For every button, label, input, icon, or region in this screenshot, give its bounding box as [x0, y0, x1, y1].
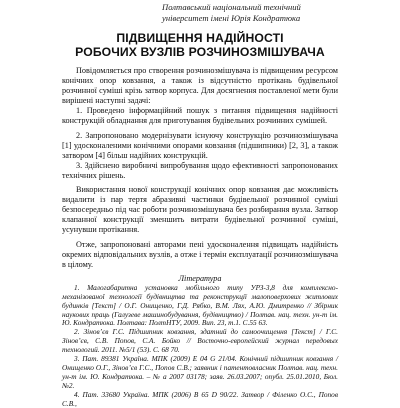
reference-item-3: 3. Пат. 89381 Україна. МПК (2009) E 04 G 21/04. Конічний підшипник ковзання / Онищенко О.Г., Зінов’єв Г.С., Попов С.В.; заявник і патентовласник Полтав. нац. техн. ун-т ім. Ю. Кондратюка. – № а 2007 03178; заяв. 26.03.2007; опубл. 25.01.2010, Бюл. №2.: [62, 354, 338, 390]
reference-item-1: 1. Малогабаритна установка мобільного типу УРЗ-3,8 для комплексно-механізованої технології будівництва та реконструкції малоповерхових житлових будинків [Текст] / О.Г. Онищенко, Г.Д. Рябко, В.М. Лях, А.Ю. Дмитренко // Збірник наукових праць (Галузеве машинобудування, будівництво) / Полтав. нац. техн. ун-т ім. Ю. Кондратюка. Полтава: ПолтНТУ, 2009. Вип. 23, т.1. С.55 63.: [62, 282, 338, 328]
intro-paragraph: Повідомляється про створення розчинозмішувача із підвищеним ресурсом конічних опор ковзання, а також із відсутністю протікань будівельної розчинної суміші крізь затвор корпуса. Для досягнення поставленої мети були вирішені наступні задачі:: [62, 66, 338, 106]
title-line-2: РОБОЧИХ ВУЗЛІВ РОЗЧИНОЗМІШУВАЧА: [75, 44, 325, 59]
article-title: [0, 32, 400, 59]
usage-paragraph: Використання нової конструкції конічних опор ковзання дає можливість видалити із пар тертя абразивні частинки будівельної розчинної суміші безпосередньо під час роботи розчинозмішувача без розбирання вузла. Затвор клапанної конструкції зменшить витрати будівельної розчинної суміші, усунувши протікання.: [62, 185, 338, 235]
task-3-paragraph: 3. Здійснено виробничі випробування щодо ефективності запропонованих технічних рішень.: [62, 160, 338, 180]
affiliation-line-2: університет імені Юрія Кондратюка: [162, 13, 301, 23]
conclusion-paragraph: Отже, запропоновані авторами пені удосконалення підвищать надійність окремих відповідальних вузлів, а отже і термін експлуатації розчинозмішувача в цілому.: [62, 239, 338, 269]
title-line-1: ПІДВИЩЕННЯ НАДІЙНОСТІ: [116, 31, 284, 45]
task-2-paragraph: 2. Запропоновано модернізувати існуючу конструкцію розчинозмішувача [1] удосконаленими конічними опорами ковзання (підшипники) [2, 3], а також затвором [4] більш надійних конструкцій.: [62, 130, 338, 160]
author-affiliation: [162, 2, 342, 24]
reference-item-4: 4. Пат. 33680 Україна. МПК (2006) В 65 D 90/22. Затвор / Філенко О.С., Попов С.В.,: [62, 389, 338, 408]
affiliation-line-1: Полтавський національний технічний: [162, 2, 301, 12]
reference-item-2: 2. Зінов’єв Г.С. Підшипник ковзання, здатний до самоочищення [Текст] / Г.С. Зінов’єв, С.В. Попов, С.А. Бойко // Восточно-европейский журнал передовых технологий. 2011. №5/1 (53). С. 68 70.: [62, 327, 338, 355]
literature-heading: Література: [178, 273, 222, 283]
reference-list: [62, 284, 338, 408]
article-body: [62, 66, 338, 408]
task-1-paragraph: 1. Проведено інформаційний пошук з питання підвищення надійності конструкцій обладнання для приготування будівельних розчинних сумішей.: [62, 106, 338, 126]
